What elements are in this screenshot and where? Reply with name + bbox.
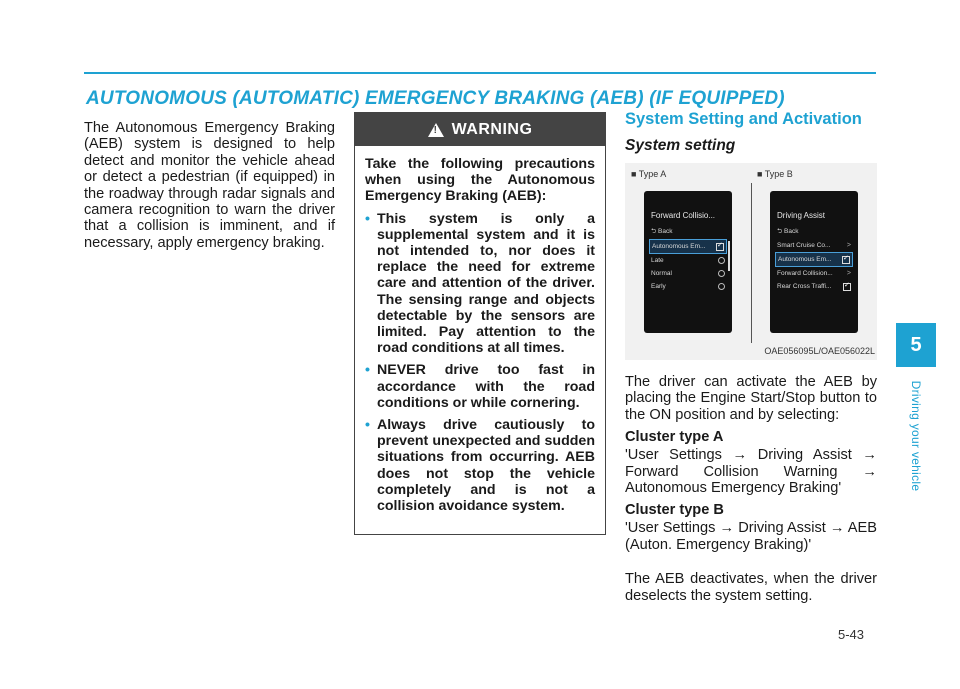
chevron-right-icon: >	[846, 242, 851, 249]
warning-item: • NEVER drive too fast in accordance with the road conditions or while cornering.	[365, 362, 595, 411]
radio-icon	[718, 270, 725, 277]
cluster-screen-type-b	[770, 191, 858, 333]
warning-body	[355, 146, 605, 514]
screen-title: Forward Collisio...	[651, 211, 716, 220]
warning-header	[355, 113, 605, 146]
right-column	[625, 110, 877, 604]
page-number: 5-43	[838, 627, 865, 642]
deactivate-paragraph: The AEB deactivates, when the driver deselects the system setting.	[625, 571, 877, 604]
figure-label-type-b: ■ Type B	[757, 169, 793, 179]
radio-icon	[718, 257, 725, 264]
screen-title: Driving Assist	[777, 211, 826, 220]
cluster-type-b-heading: Cluster type B	[625, 502, 724, 519]
menu-item-autonomous[interactable]: Autonomous Em... ✓	[775, 252, 853, 267]
warning-lead: Take the following precautions when using the Autonomous Emergency Braking (AEB):	[365, 156, 595, 205]
menu-item-early[interactable]: Early	[649, 280, 727, 293]
warning-box	[354, 112, 606, 535]
activation-paragraph: The driver can activate the AEB by placing the Engine Start/Stop button to the ON position and by selecting:	[625, 374, 877, 423]
radio-icon	[718, 283, 725, 290]
figure-divider	[751, 183, 752, 343]
warning-list	[365, 211, 595, 515]
cluster-screen-type-a	[644, 191, 732, 333]
cluster-type-a-path: 'User Settings → Driving Assist → Forward Collision Warning → Autonomous Emergency Braking'	[625, 447, 877, 497]
menu-item-forward-collision[interactable]: Forward Collision... >	[777, 270, 851, 277]
menu-item-back[interactable]: ⮌ Back	[651, 228, 673, 235]
chevron-right-icon: >	[846, 270, 851, 277]
cluster-type-b-path: 'User Settings → Driving Assist → AEB (Auton. Emergency Braking)'	[625, 520, 877, 553]
figure-label-type-a: ■ Type A	[631, 169, 667, 179]
checkbox-icon	[843, 283, 851, 291]
menu-item-rear-cross[interactable]: Rear Cross Traffi... ✓	[775, 280, 853, 293]
section-heading: System Setting and Activation	[625, 110, 862, 128]
checkbox-icon	[716, 243, 724, 251]
menu-item-late[interactable]: Late	[649, 254, 727, 267]
menu-item-smart-cruise[interactable]: Smart Cruise Co... >	[777, 242, 851, 249]
figure-caption: OAE056095L/OAE056022L	[764, 346, 875, 356]
warning-item: • This system is only a supplemental system and it is not intended to, nor does it replace the need for extreme care and attention of the driver. The sensing range and objects detectable by the sensors are limited. Pay attention to the road conditions at all times.	[365, 211, 595, 357]
warning-item: • Always drive cautiously to prevent unexpected and sudden situations from occurring. AEB does not stop the vehicle completely and is not a collision avoidance system.	[365, 417, 595, 514]
menu-item-autonomous[interactable]: Autonomous Em... ✓	[649, 239, 727, 254]
page-title: AUTONOMOUS (AUTOMATIC) EMERGENCY BRAKING (AEB) (IF EQUIPPED)	[86, 88, 785, 109]
warning-triangle-icon	[428, 123, 444, 137]
chapter-tab: 5	[896, 323, 936, 367]
menu-item-normal[interactable]: Normal	[649, 267, 727, 280]
checkbox-icon	[842, 256, 850, 264]
menu-item-back[interactable]: ⮌ Back	[777, 228, 799, 235]
warning-label: WARNING	[451, 120, 533, 138]
scrollbar[interactable]	[728, 241, 730, 271]
intro-paragraph: The Autonomous Emergency Braking (AEB) system is designed to help detect and monitor the vehicle ahead or detect a pedestrian (if equipped) in the roadway through radar signals and camera recognition to warn the driver that a collision is imminent, and if necessary, apply emergency braking.	[84, 120, 335, 251]
cluster-figure	[625, 163, 877, 360]
header-rule	[84, 72, 876, 74]
section-subheading: System setting	[625, 137, 736, 154]
chapter-name: Driving your vehicle	[909, 380, 923, 492]
cluster-type-a-heading: Cluster type A	[625, 429, 724, 446]
